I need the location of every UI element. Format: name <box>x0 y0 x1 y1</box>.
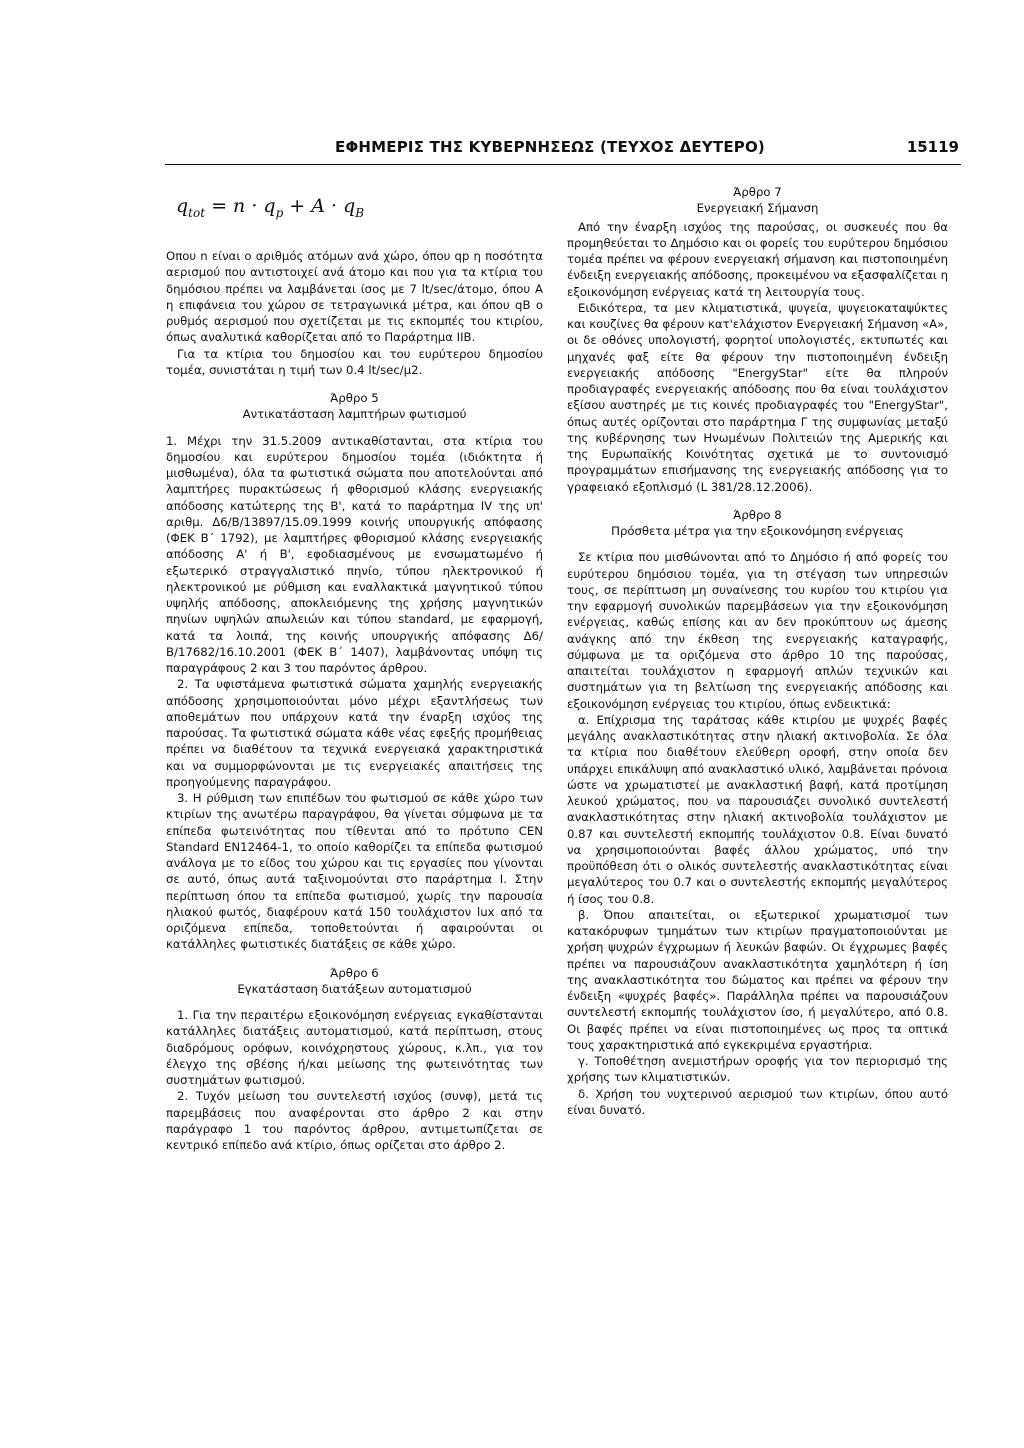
page-number: 15119 <box>906 138 959 156</box>
article-7-paragraph-1: Από την έναρξη ισχύος της παρούσας, οι συσκευές που θα προμηθεύεται το Δημόσιο και οι φορείς του ευρύτερου δημόσιου τομέα πρέπει να φέρουν ενεργειακή σήμανση και πιστοποιημένη ένδειξη ενεργειακής απόδοσης, προκειμένου να εξασφαλίζεται η εξοικονόμηση ενέργειας κατά τη λειτουργία τους. <box>567 219 948 299</box>
article-7-number: Άρθρο 7 <box>733 185 782 199</box>
article-8-item-b: β. Όπου απαιτείται, οι εξωτερικοί χρωματισμοί των κατακόρυφων τμημάτων των κτιρίων πραγματοποιούνται με χρήση ψυχρών έγχρωμων ή λευκών βαφών. Οι έγχρωμες βαφές πρέπει να παρουσιάζουν ανακλαστικότητα χαμηλότερη ή ίση της ανακλαστικότητα του δώματος και πρέπει να φέρουν την ένδειξη «ψυχρές βαφές». Παράλληλα πρέπει να παρουσιάζουν συντελεστή εκπομπής τουλάχιστον ίσο, ή μεγαλύτερο, από 0.8. Οι βαφές πρέπει να είναι πιστοποιημένες ως προς τα οπτικά τους χαρακτηριστικά από εγκεκριμένα εργαστήρια. <box>567 907 948 1052</box>
formula-explanation: Οπου n είναι ο αριθμός ατόμων ανά χώρο, όπου qp η ποσότητα αερισμού που αντιστοιχεί ανά άτομο και που για τα κτίρια του δημόσιου πρέπει να λαμβάνεται ίσος με 7 lt/sec/άτομο, όπου A η επιφάνεια του χώρου σε τετραγωνικά μέτρα, και όπου qB ο ρυθμός αερισμού που σχετίζεται με τις εκπομπές του κτιρίου, όπως αναλυτικά καθορίζεται από το Παράρτημα IIB. <box>166 249 543 345</box>
left-column <box>166 190 543 1153</box>
article-5-paragraph-2: 2. Τα υφιστάμενα φωτιστικά σώματα χαμηλής ενεργειακής απόδοσης χρησιμοποιούνται μόνο μέχρι εξαντλήσεως των αποθεμάτων που υπάρχουν κατά την έναρξη ισχύος της παρούσας. Τα φωτιστικά σώματα κάθε νέας εφεξής προμήθειας πρέπει να διαθέτουν τα τεχνικά ενεργειακά χαρακτηριστικά και να συμμορφώνονται με τις ενεργειακές απαιτήσεις της προηγούμενης παραγράφου. <box>166 677 543 789</box>
article-7-title: Ενεργειακή Σήμανση <box>696 201 819 216</box>
article-5-title: Αντικατάσταση λαμπτήρων φωτισμού <box>242 407 467 422</box>
article-8-item-a: α. Επίχρισμα της ταράτσας κάθε κτιρίου με ψυχρές βαφές μεγάλης ανακλαστικότητας στην ηλιακή ακτινοβολία. Σε όλα τα κτίρια που διαθέτουν ελεύθερη οροφή, στην οποία δεν υπάρχει επικάλυψη από ανακλαστικό υλικό, λαμβάνεται πρόνοια ώστε να χρωματιστεί με ανακλαστική βαφή, κατά προτίμηση λευκού χρώματος, που να παρουσιάζει συνολικό συντελεστή ανακλαστικότητας στην ηλιακή ακτινοβολία τουλάχιστον με 0.87 και συντελεστή εκπομπής τουλάχιστον 0.8. Είναι δυνατό να χρησιμοποιούνται βαφές άλλου χρώματος, υπό την προϋπόθεση ότι ο ολικός συντελεστής ανακλαστικότητας είναι μεγαλύτερος του 0.7 και ο συντελεστής εκπομπής μεγαλύτερος ή ίσος του 0.8. <box>567 712 948 906</box>
gazette-title: ΕΦΗΜΕΡΙΣ ΤΗΣ ΚΥΒΕΡΝΗΣΕΩΣ (ΤΕΥΧΟΣ ΔΕΥΤΕΡΟ) <box>335 138 765 156</box>
article-8-item-c: γ. Τοποθέτηση ανεμιστήρων οροφής για τον περιορισμό της χρήσης των κλιματιστικών. <box>567 1054 948 1085</box>
ventilation-formula: $q_{tot} = n \cdot q_p + A \cdot q_B$ <box>176 195 365 220</box>
article-6-paragraph-1: 1. Για την περαιτέρω εξοικονόμηση ενέργειας εγκαθίστανται κατάλληλες διατάξεις αυτοματισμού, κατά περίπτωση, στους διαδρόμους ορόφων, κοινόχρηστους χώρους, κ.λπ., για τον έλεγχο της σβέσης ή/και μείωσης της φωτεινότητας των συστημάτων φωτισμού. <box>166 1008 543 1087</box>
article-5-paragraph-3: 3. Η ρύθμιση των επιπέδων του φωτισμού σε κάθε χώρο των κτιρίων της ανωτέρω παραγράφου, θα γίνεται σύμφωνα με τα επίπεδα φωτεινότητας που τίθενται από το πρότυπο CEN Standard EN12464-1, το οποίο καθορίζει τα επίπεδα φωτισμού ανάλογα με το είδος του χώρου και τις εργασίες που γίνονται σε αυτό, όπως αυτά ταξινομούνται στο παράρτημα I. Στην περίπτωση όπου τα επίπεδα φωτισμού, χωρίς την παρουσία ηλιακού φωτός, διαφέρουν κατά 150 τουλάχιστον lux από τα οριζόμενα επίπεδα, τοποθετούνται ή αφαιρούνται οι κατάλληλες φωτιστικές διατάξεις σε κάθε χώρο. <box>166 791 543 952</box>
article-8-item-d: δ. Χρήση του νυχτερινού αερισμού των κτιρίων, όπου αυτό είναι δυνατό. <box>567 1086 948 1117</box>
article-8-paragraph-1: Σε κτίρια που μισθώνονται από το Δημόσιο ή από φορείς του ευρύτερου δημόσιου τομέα, για τη στέγαση των υπηρεσιών τους, σε περίπτωση μη συναίνεσης του κυρίου του κτιρίου για την εφαρμογή συνολικών παρεμβάσεων για την εξοικονόμηση ενέργειας, καθώς επίσης και αν δεν προκύπτουν ως άμεσης ανάγκης από την έκθεση της ενεργειακής καταγραφής, σύμφωνα με τα οριζόμενα στο άρθρο 10 της παρούσας, απαιτείται τουλάχιστον η εφαρμογή απλών τεχνικών και συστημάτων για τη βελτίωση της ενεργειακής απόδοσης και εξοικονόμηση ενέργειας του κτιρίου, όπως ενδεικτικά: <box>567 550 948 711</box>
article-6-title: Εγκατάσταση διατάξεων αυτοματισμού <box>237 981 472 996</box>
article-5-paragraph-1: 1. Μέχρι την 31.5.2009 αντικαθίστανται, στα κτίρια του δημοσίου και ευρύτερου δημοσίου τομέα (ιδιόκτητα ή μισθωμένα), όλα τα φωτιστικά σώματα που αποτελούνται από λαμπτήρες πυρακτώσεως ή φθορισμού κλάσης ενεργειακής απόδοσης κατώτερης της Β', κατά το παράρτημα IV της υπ' αριθμ. Δ6/Β/13897/15.09.1999 κοινής υπουργικής απόφασης (ΦΕΚ Β΄ 1792), με λαμπτήρες φθορισμού κλάσης ενεργειακής απόδοσης Α' ή Β', εφοδιασμένους με ενσωματωμένο ή εξωτερικό στραγγαλιστικό πηνίο, τύπου ηλεκτρονικού ή ηλεκτρονικού με ρύθμιση και εναλλακτικά μαγνητικού τύπου υψηλής απόδοσης, αποκλειόμενης της χρήσης μαγνητικών πηνίων υψηλών απωλειών και τύπου standard, με εφαρμογή, κατά τα λοιπά, της κοινής υπουργικής απόφασης Δ6/Β/17682/16.10.2001 (ΦΕΚ Β΄ 1407), λαμβάνοντας υπόψη τις παραγράφους 2 και 3 του παρόντος άρθρου. <box>166 433 543 675</box>
article-6-paragraph-2: 2. Τυχόν μείωση του συντελεστή ισχύος (συνφ), μετά τις παρεμβάσεις που αναφέρονται στο άρθρο 2 και στην παράγραφο 1 του παρόντος άρθρου, αντιμετωπίζεται σε κεντρικό επίπεδο ανά κτίριο, όπως ορίζεται στο άρθρο 2. <box>166 1089 543 1152</box>
right-column <box>567 184 948 1118</box>
article-7-paragraph-2: Ειδικότερα, τα μεν κλιματιστικά, ψυγεία, ψυγειοκαταψύκτες και κουζίνες θα φέρουν κατ'ελάχιστον Ενεργειακή Σήμανση «Α», οι δε οθόνες υπολογιστή, φορητοί υπολογιστές, εκτυπωτές και μηχανές φαξ είτε θα φέρουν την πιστοποιημένη ένδειξη ενεργειακής απόδοσης "EnergyStar" είτε θα πληρούν προδιαγραφές ενεργειακής απόδοσης που θα είναι τουλάχιστον εξίσου αυστηρές με τις κοινές προδιαγραφές του "EnergyStar", όπως αυτές ορίζονται στο παράρτημα Γ της συμφωνίας μεταξύ της κυβέρνησης των Ηνωμένων Πολιτειών της Αμερικής και της Ευρωπαϊκής Κοινότητας σχετικά με το συντονισμό προγραμμάτων επισήμανσης της ενεργειακής απόδοσης για το γραφειακό εξοπλισμό (L 381/28.12.2006). <box>567 300 948 494</box>
article-8-number: Άρθρο 8 <box>733 507 782 522</box>
article-5-number: Άρθρο 5 <box>330 391 379 405</box>
article-8-title: Πρόσθετα μέτρα για την εξοικονόμηση ενέργειας <box>611 524 904 538</box>
recommended-value: Για τα κτίρια του δημοσίου και του ευρύτερου δημοσίου τομέα, συνιστάται η τιμή των 0.4 lt/sec/μ2. <box>166 346 543 377</box>
article-6-number: Άρθρο 6 <box>330 965 379 980</box>
page-header <box>165 138 961 165</box>
